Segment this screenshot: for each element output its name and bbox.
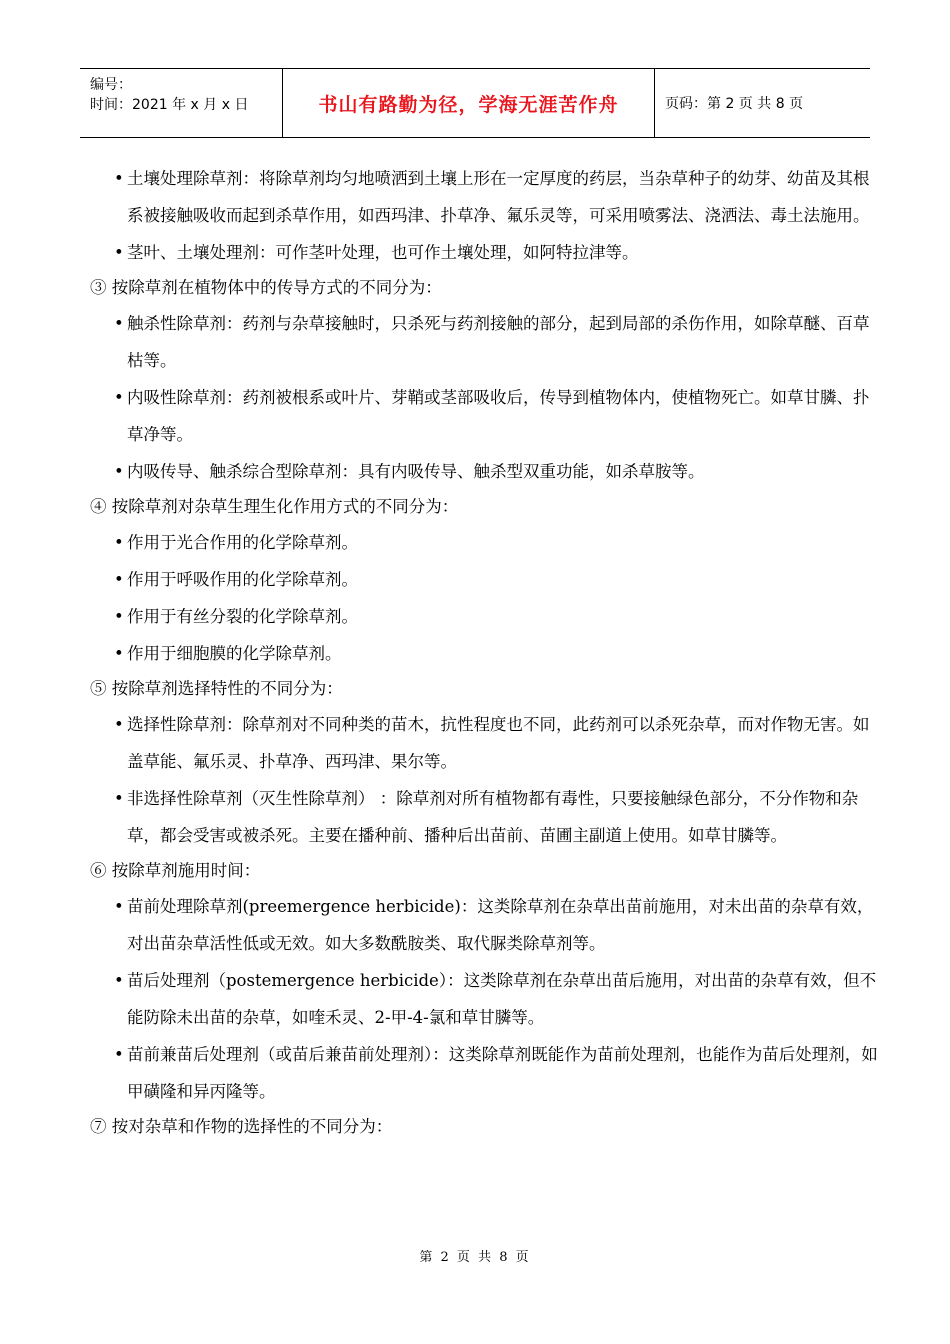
- list-item-text: 作用于呼吸作用的化学除草剂。: [127, 570, 358, 589]
- list-item: [90, 706, 880, 780]
- list-item: [90, 379, 880, 453]
- document-body: [90, 160, 880, 1144]
- list-item-text: 作用于有丝分裂的化学除草剂。: [127, 607, 358, 626]
- header-left-cell: [80, 69, 283, 137]
- section-heading: ⑤ 按除草剂选择特性的不同分为：: [90, 679, 343, 698]
- bullet-icon: •: [114, 533, 124, 552]
- list-item-text: 作用于细胞膜的化学除草剂。: [127, 644, 342, 663]
- list-item-text: 内吸传导、触杀综合型除草剂：具有内吸传导、触杀型双重功能，如杀草胺等。: [127, 462, 705, 481]
- bullet-icon: •: [114, 607, 124, 626]
- bullet-icon: •: [114, 1045, 124, 1064]
- list-item-text: 茎叶、土壤处理剂：可作茎叶处理，也可作土壤处理，如阿特拉津等。: [127, 243, 639, 262]
- bullet-icon: •: [114, 243, 124, 262]
- list-item-text: 苗后处理剂（postemergence herbicide）：这类除草剂在杂草出苗后施用，对出苗的杂草有效，但不能防除未出苗的杂草，如喹禾灵、2-甲-4-氯和草甘膦等。: [127, 971, 877, 1027]
- list-item-text: 选择性除草剂：除草剂对不同种类的苗木，抗性程度也不同，此药剂可以杀死杂草，而对作物无害。如盖草能、氟乐灵、扑草净、西玛津、果尔等。: [127, 715, 870, 771]
- header-page-label: 页码：第 2 页 共 8 页: [665, 96, 804, 112]
- bullet-icon: •: [114, 897, 124, 916]
- bullet-icon: •: [114, 644, 124, 663]
- bullet-icon: •: [114, 169, 124, 188]
- list-item: [90, 780, 880, 854]
- list-item-text: 作用于光合作用的化学除草剂。: [127, 533, 358, 552]
- header-motto: 书山有路勤为径，学海无涯苦作舟: [283, 69, 655, 137]
- list-item-text: 土壤处理除草剂：将除草剂均匀地喷洒到土壤上形在一定厚度的药层，当杂草种子的幼芽、幼苗及其根系被接触吸收而起到杀草作用，如西玛津、扑草净、氟乐灵等，可采用喷雾法、浇洒法、毒土法施用。: [127, 169, 870, 225]
- list-item-text: 苗前处理除草剂(preemergence herbicide)：这类除草剂在杂草出苗前施用，对未出苗的杂草有效，对出苗杂草活性低或无效。如大多数酰胺类、取代脲类除草剂等。: [127, 897, 874, 953]
- list-item-text: 非选择性除草剂（灭生性除草剂） ：除草剂对所有植物都有毒性，只要接触绿色部分，不分作物和杂草，都会受害或被杀死。主要在播种前、播种后出苗前、苗圃主副道上使用。如草甘膦等。: [127, 789, 859, 845]
- list-item: [90, 888, 880, 962]
- bullet-icon: •: [114, 971, 124, 990]
- bullet-icon: •: [114, 314, 124, 333]
- list-item: [90, 160, 880, 234]
- bullet-icon: •: [114, 570, 124, 589]
- header-number-label: 编号：: [90, 77, 132, 93]
- page-footer: 第 2 页 共 8 页: [419, 1250, 531, 1265]
- list-item: [90, 305, 880, 379]
- list-item: [90, 524, 880, 561]
- list-item: [90, 234, 880, 271]
- bullet-icon: •: [114, 388, 124, 407]
- section-heading: ⑦ 按对杂草和作物的选择性的不同分为：: [90, 1117, 393, 1136]
- list-item: [90, 453, 880, 490]
- bullet-icon: •: [114, 715, 124, 734]
- list-item-text: 内吸性除草剂：药剂被根系或叶片、芽鞘或茎部吸收后，传导到植物体内，使植物死亡。如草甘膦、扑草净等。: [127, 388, 870, 444]
- list-item: [90, 598, 880, 635]
- section-heading: ③ 按除草剂在植物体中的传导方式的不同分为：: [90, 278, 442, 297]
- header-time-label: 时间：2021 年 x 月 x 日: [90, 97, 249, 113]
- list-item-text: 触杀性除草剂：药剂与杂草接触时，只杀死与药剂接触的部分，起到局部的杀伤作用，如除草醚、百草枯等。: [127, 314, 870, 370]
- list-item: [90, 561, 880, 598]
- list-item: [90, 635, 880, 672]
- section-heading: ⑥ 按除草剂施用时间：: [90, 861, 261, 880]
- section-heading: ④ 按除草剂对杂草生理生化作用方式的不同分为：: [90, 497, 459, 516]
- bullet-icon: •: [114, 462, 124, 481]
- page-header: [80, 68, 870, 138]
- list-item: [90, 1036, 880, 1110]
- bullet-icon: •: [114, 789, 124, 808]
- list-item: [90, 962, 880, 1036]
- list-item-text: 苗前兼苗后处理剂（或苗后兼苗前处理剂）：这类除草剂既能作为苗前处理剂，也能作为苗后处理剂，如甲磺隆和异丙隆等。: [127, 1045, 878, 1101]
